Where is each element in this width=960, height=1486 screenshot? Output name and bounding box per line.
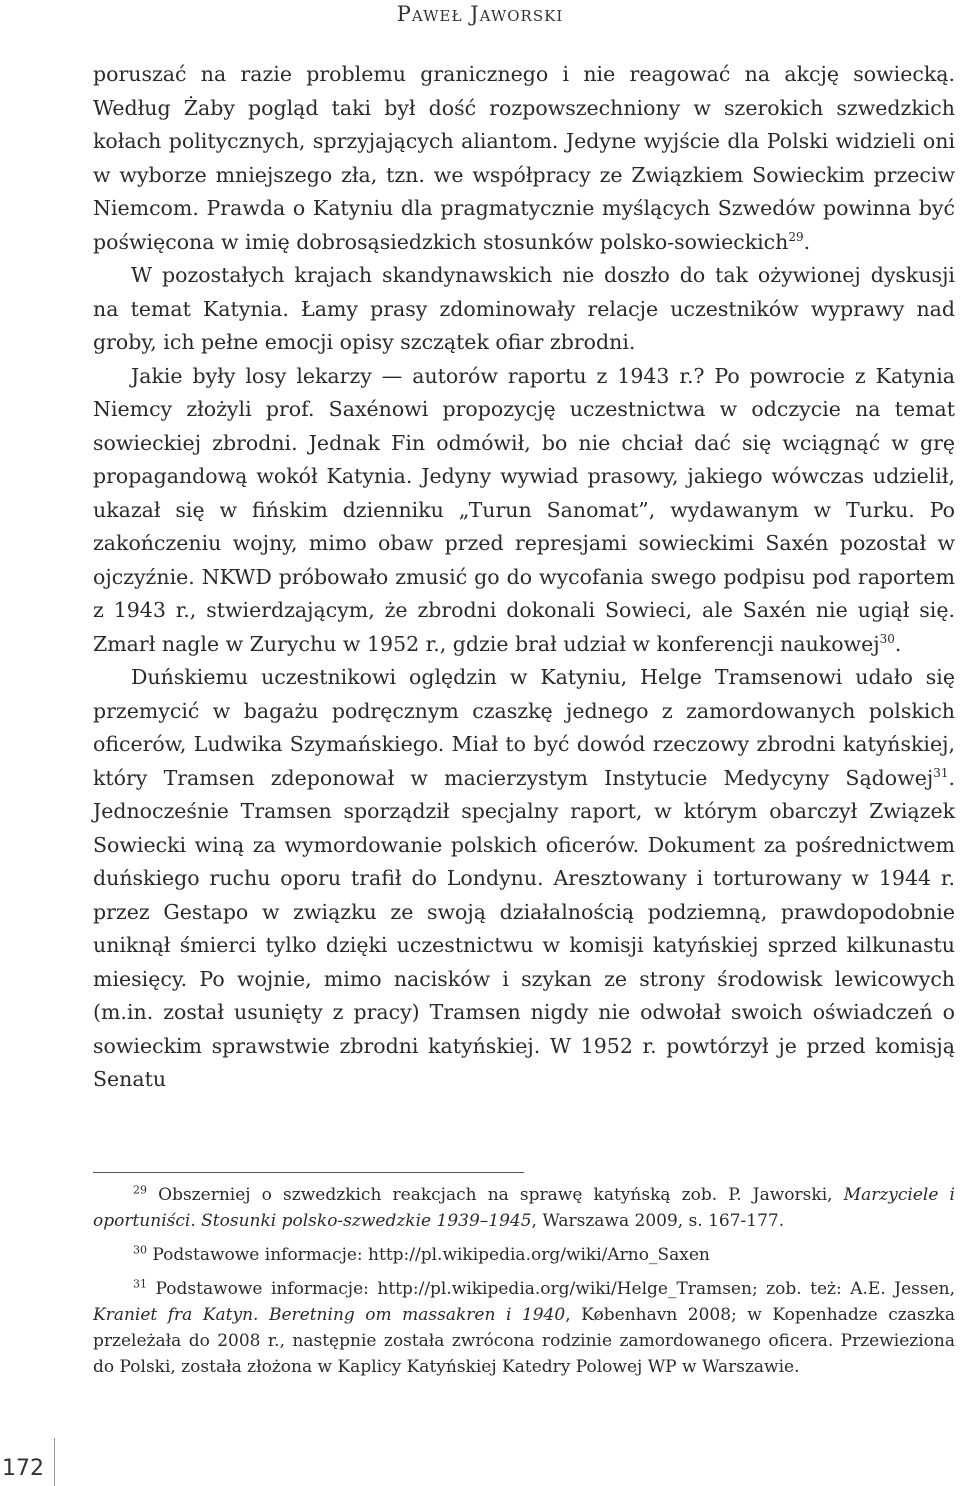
footnotes (93, 1182, 955, 1388)
paragraph-3: Jakie były losy lekarzy — autorów raportu z 1943 r.? Po powrocie z Katynia Niemcy złożyli prof. Saxénowi propozycję uczestnictwa w odczycie na temat sowieckiej zbrodni. Jednak Fin odmówił, bo nie chciał dać się wciągnąć w grę propagandową wokół Katynia. Jedyny wywiad prasowy, jakiego wówczas udzielił, ukazał się w fińskim dzienniku „Turun Sanomat”, wydawanym w Turku. Po zakończeniu wojny, mimo obaw przed represjami sowieckimi Saxén pozostał w ojczyźnie. NKWD próbowało zmusić go do wycofania swego podpisu pod raportem z 1943 r., stwierdzającym, że zbrodni dokonali Sowieci, ale Saxén nie ugiął się. Zmarł nagle w Zurychu w 1952 r., gdzie brał udział w konferencji naukowej$^{30}$. (93, 363, 955, 656)
footnote-30: $^{30}$ Podstawowe informacje: http://pl.wikipedia.org/wiki/Arno_Saxen (133, 1243, 710, 1265)
paragraph-4: Duńskiemu uczestnikowi oględzin w Katyniu, Helge Tramsenowi udało się przemycić w bagażu podręcznym czaszkę jednego z zamordowanych polskich oficerów, Ludwika Szymańskiego. Miał to być dowód rzeczowy zbrodni katyńskiej, który Tramsen zdeponował w macierzystym Instytucie Medycyny Sądowej$^{31}$. Jednocześnie Tramsen sporządził specjalny raport, w którym obarczył Związek Sowiecki winą za wymordowanie polskich oficerów. Dokument za pośrednictwem duńskiego ruchu oporu trafił do Londynu. Aresztowany i torturowany w 1944 r. przez Gestapo w związku ze swoją działalnością podziemną, prawdopodobnie uniknął śmierci tylko dzięki uczestnictwu w komisji katyńskiej sprzed kilkunastu miesięcy. Po wojnie, mimo nacisków i szykan ze strony środowisk lewicowych (m.in. został usunięty z pracy) Tramsen nigdy nie odwołał swoich oświadczeń o sowieckim sprawstwie zbrodni katyńskiej. W 1952 r. powtórzył je przed komisją Senatu (93, 665, 955, 1091)
footnote-ref-31[interactable]: 31 (933, 765, 949, 780)
footnote-ref-30[interactable]: 30 (879, 631, 895, 646)
main-text (93, 58, 955, 1097)
running-head: Paweł Jaworski (396, 2, 564, 26)
footnote-separator (93, 1172, 524, 1173)
footnote-31: $^{31}$ Podstawowe informacje: http://pl.wikipedia.org/wiki/Helge_Tramsen; zob. też: A.E. Jessen, Kraniet fra Katyn. Beretning om massakren i 1940, København 2008; w Kopenhadze czaszka przeleżała do 2008 r., następnie została zwrócona rodzinie zamordowanego oficera. Przewieziona do Polski, została złożona w Kaplicy Katyńskiej Katedry Polowej WP w Warszawie. (93, 1277, 955, 1377)
footnote-30-link[interactable]: Podstawowe informacje: http://pl.wikipedia.org/wiki/Arno_Saxen (152, 1245, 710, 1265)
footnote-ref-29[interactable]: 29 (788, 229, 804, 244)
paragraph-1: poruszać na razie problemu granicznego i nie reagować na akcję sowiecką. Według Żaby pogląd taki był dość rozpowszechniony w szerokich szwedzkich kołach politycznych, sprzyjających aliantom. Jedyne wyjście dla Polski widzieli oni w wyborze mniejszego zła, tzn. we współpracy ze Związkiem Sowieckim przeciw Niemcom. Prawda o Katyniu dla pragmatycznie myślących Szwedów powinna być poświęcona w imię dobrosąsiedzkich stosunków polsko-sowieckich$^{29}$. (93, 62, 955, 254)
margin-rule (54, 1438, 55, 1486)
page-number: 172 (2, 1456, 44, 1481)
paragraph-2: W pozostałych krajach skandynawskich nie doszło do tak ożywionej dyskusji na temat Katynia. Łamy prasy zdominowały relacje uczestników wyprawy nad groby, ich pełne emocji opisy szczątek ofiar zbrodni. (93, 263, 955, 354)
footnote-29: $^{29}$ Obszerniej o szwedzkich reakcjach na sprawę katyńską zob. P. Jaworski, Marzyciele i oportuniści. Stosunki polsko-szwedzkie 1939–1945, Warszawa 2009, s. 167-177. (93, 1183, 955, 1231)
